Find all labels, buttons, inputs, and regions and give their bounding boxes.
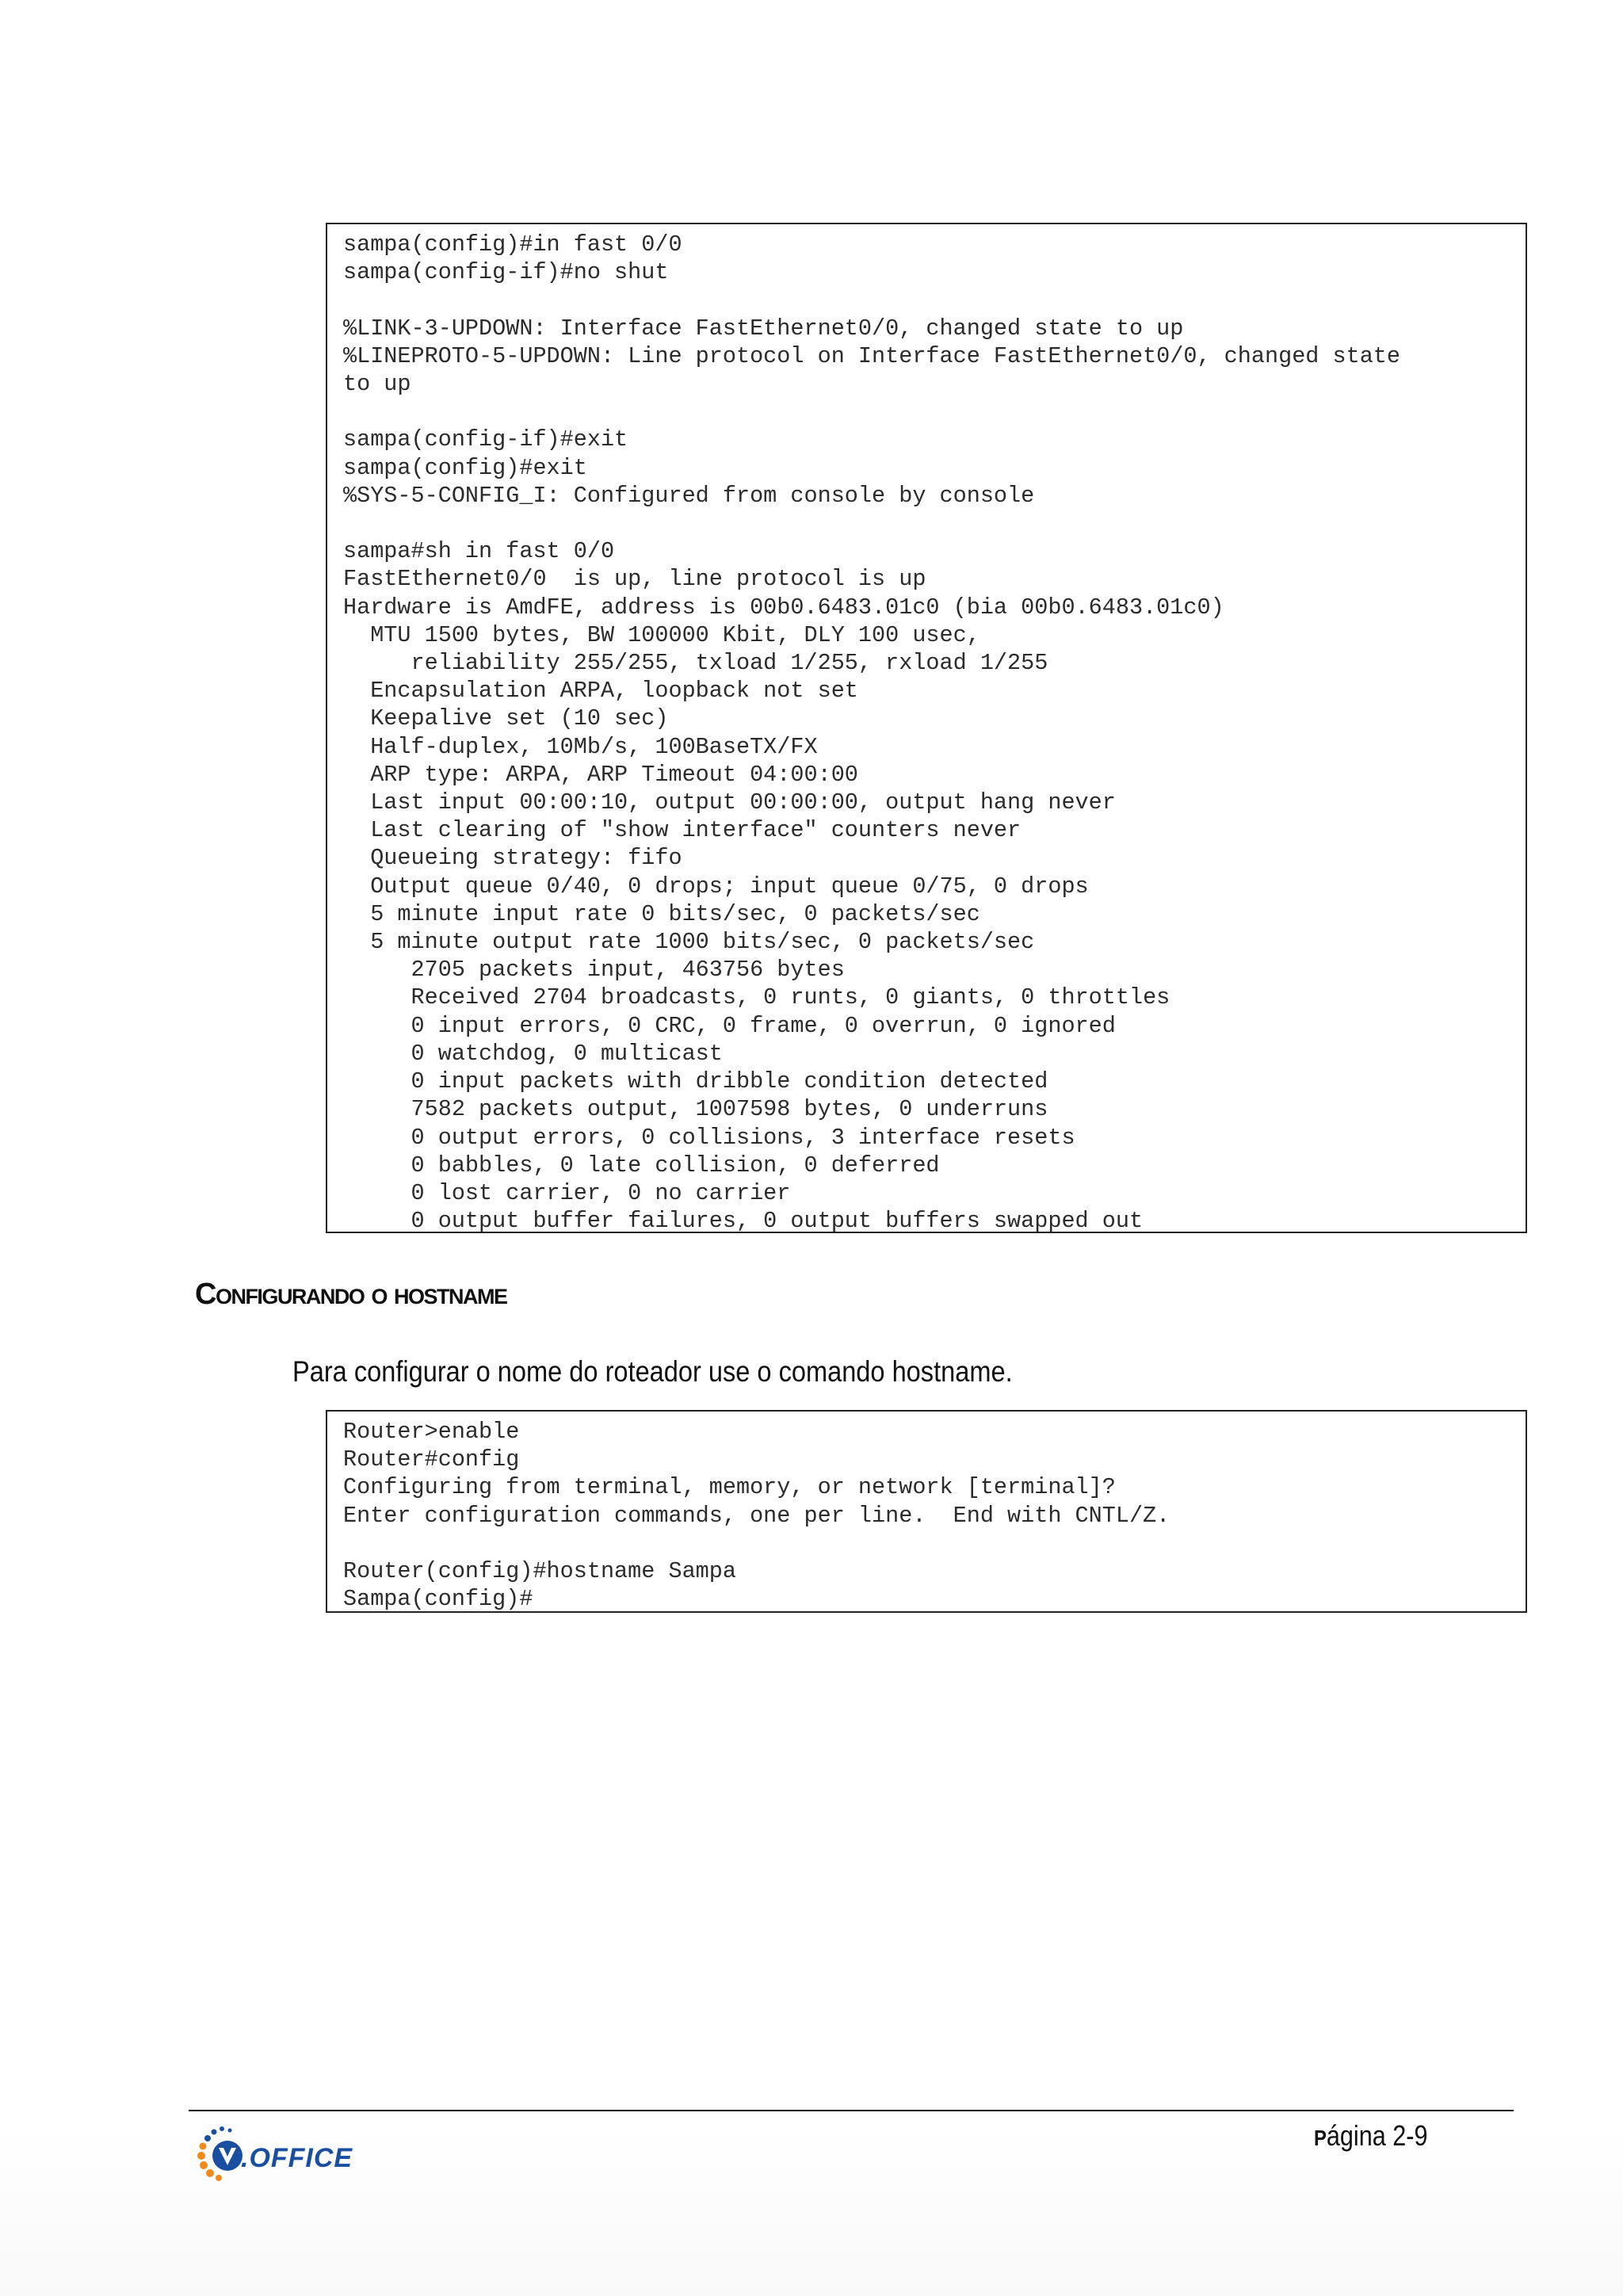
section-heading: Configurando o hostname (195, 1278, 507, 1311)
logo-wordmark: .OFFICE (241, 2143, 353, 2173)
terminal-output-hostname (326, 1410, 1527, 1613)
terminal-output-interface-config (326, 223, 1527, 1233)
v-office-logo-icon (190, 2116, 357, 2187)
terminal-text: sampa(config)#in fast 0/0 sampa(config-if)#no shut %LINK-3-UPDOWN: Interface FastEthernet0/0, changed state to up %LINEPROTO-5-UPDOWN: Line protocol on Interface FastEthernet0/0, changed state to up sampa(config-if)#exit sampa(config)#exit %SYS-5-CONFIG_I: Configured from console by console sampa#sh in fast 0/0 FastEthernet0/0 is up, line protocol is up Hardware is AmdFE, address is 00b0.6483.01c0 (bia 00b0.6483.01c0) MTU 1500 bytes, BW 100000 Kbit, DLY 100 usec, reliability 255/255, txload 1/255, rxload 1/255 Encapsulation ARPA, loopback not set Keepalive set (10 sec) Half-duplex, 10Mb/s, 100BaseTX/FX ARP type: ARPA, ARP Timeout 04:00:00 Last input 00:00:10, output 00:00:00, output hang never Last clearing of "show interface" counters never Queueing strategy: fifo Output queue 0/40, 0 drops; input queue 0/75, 0 drops 5 minute input rate 0 bits/sec, 0 packets/sec 5 minute output rate 1000 bits/sec, 0 packets/sec 2705 packets input, 463756 bytes Received 2704 broadcasts, 0 runts, 0 giants, 0 throttles 0 input errors, 0 CRC, 0 frame, 0 overrun, 0 ignored 0 watchdog, 0 multicast 0 input packets with dribble condition detected 7582 packets output, 1007598 bytes, 0 underruns 0 output errors, 0 collisions, 3 interface resets 0 babbles, 0 late collision, 0 deferred 0 lost carrier, 0 no carrier 0 output buffer failures, 0 output buffers swapped out (343, 231, 1401, 1235)
footer-divider (189, 2110, 1514, 2111)
page-number-prefix: P (1314, 2126, 1327, 2150)
v-office-logo (190, 2116, 357, 2187)
page-number-label: ágina 2-9 (1326, 2119, 1428, 2152)
terminal-text: Router>enable Router#config Configuring from terminal, memory, or network [terminal]? Enter configuration commands, one per line. End with CNTL/Z. Router(config)#hostname Sampa Sampa(config)# (343, 1419, 1170, 1613)
page-number (1314, 2119, 1427, 2153)
section-intro-paragraph: Para configurar o nome do roteador use o comando hostname. (292, 1355, 1013, 1388)
